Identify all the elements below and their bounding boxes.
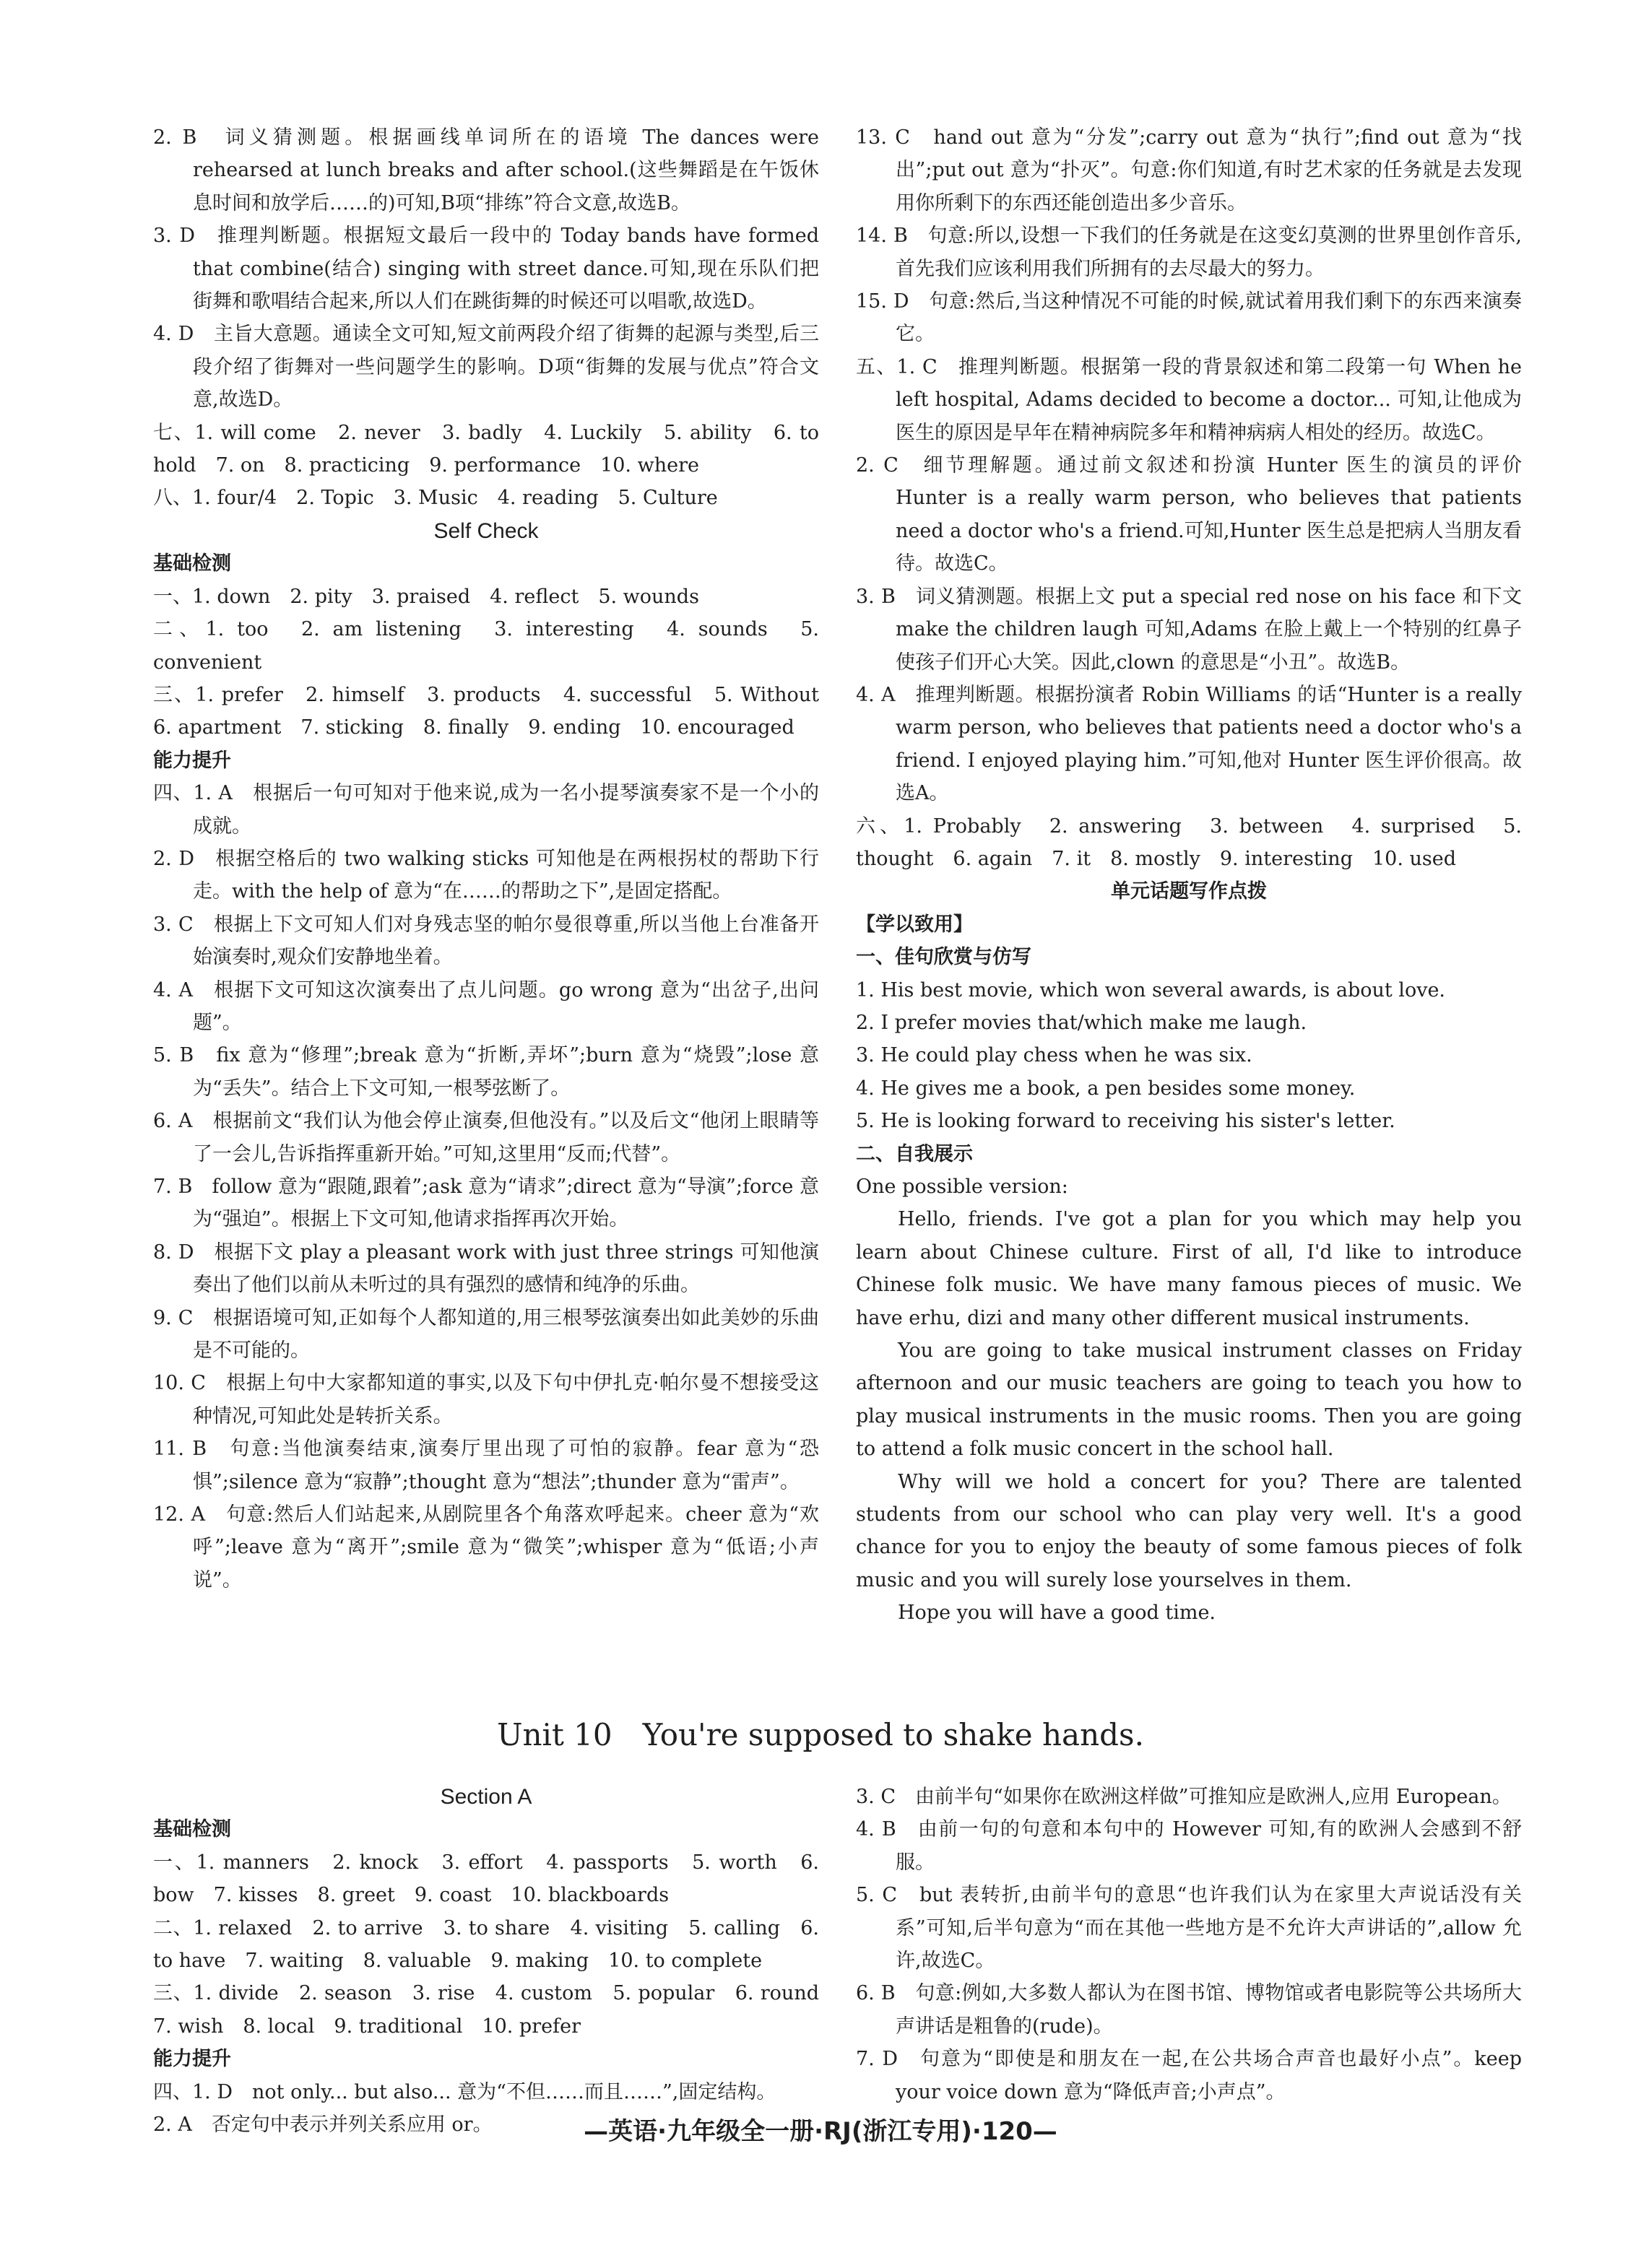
paragraph: 6. A 根据前文“我们认为他会停止演奏,但他没有。”以及后文“他闭上眼睛等了一会儿,告诉指挥重新开始。”可知,这里用“反而;代替”。 <box>153 1110 819 1165</box>
paragraph: 三、1. prefer 2. himself 3. products 4. successful 5. Without 6. apartment 7. sticking 8. finally 9. ending 10. encouraged <box>153 683 839 739</box>
page-footer: —英语·九年级全一册·RJ(浙江专用)·120— <box>584 2117 1057 2146</box>
list-item: 2. I prefer movies that/which make me laugh. <box>856 1011 1307 1034</box>
paragraph: 七、1. will come 2. never 3. badly 4. Luckily 5. ability 6. to hold 7. on 8. practicing 9. performance 10. where <box>153 421 819 477</box>
paragraph: 五、1. C 推理判断题。根据第一段的背景叙述和第二段第一句 When he left hospital, Adams decided to become a doctor... 可知,让他成为医生的原因是早年在精神病院多年和精神病病人相处的经历。故选C。 <box>856 355 1522 444</box>
paragraph: 2. D 根据空格后的 two walking sticks 可知他是在两根拐杖的帮助下行走。with the help of 意为“在……的帮助之下”,是固定搭配。 <box>153 847 819 903</box>
paragraph: 15. D 句意:然后,当这种情况不可能的时候,就试着用我们剩下的东西来演奏它。 <box>856 290 1522 346</box>
basic-check-label: 基础检测 <box>153 552 231 575</box>
writing-section-title: 单元话题写作点拨 <box>1111 880 1267 903</box>
paragraph: 7. D 句意为“即使是和朋友在一起,在公共场合声音也最好小点”。keep your voice down 意为“降低声音;小声点”。 <box>856 2048 1522 2103</box>
unit-title: Unit 10 You're supposed to shake hands. <box>497 1717 1144 1752</box>
sentence-appreciation-label: 一、佳句欣赏与仿写 <box>856 946 1031 969</box>
paragraph: 二、1. relaxed 2. to arrive 3. to share 4. visiting 5. calling 6. to have 7. waiting 8. valuable 9. making 10. to complete <box>153 1916 819 1973</box>
paragraph: 11. B 句意:当他演奏结束,演奏厅里出现了可怕的寂静。fear 意为“恐惧”;silence 意为“寂静”;thought 意为“想法”;thunder 意为“雷声”。 <box>153 1438 819 1493</box>
paragraph: 12. A 句意:然后人们站起来,从剧院里各个角落欢呼起来。cheer 意为“欢呼”;leave 意为“离开”;smile 意为“微笑”;whisper 意为“低语;小声说”。 <box>153 1503 819 1591</box>
paragraph: 8. D 根据下文 play a pleasant work with just three strings 可知他演奏出了他们以前从未听过的具有强烈的感情和纯净的乐曲。 <box>153 1241 819 1297</box>
essay-paragraph: You are going to take musical instrument classes on Friday afternoon and our music teachers are going to teach you how to play musical instruments in the music rooms. Then you are going to attend a folk music concert in the school hall. <box>856 1339 1522 1461</box>
basic-check-label: 基础检测 <box>153 1818 231 1841</box>
paragraph: 2. A 否定句中表示并列关系应用 or。 <box>153 2113 493 2137</box>
self-check-title: Self Check <box>433 518 539 543</box>
paragraph: 14. B 句意:所以,设想一下我们的任务就是在这变幻莫测的世界里创作音乐,首先我们应该利用我们所拥有的去尽最大的努力。 <box>856 225 1522 280</box>
paragraph: 13. C hand out 意为“分发”;carry out 意为“执行”;find out 意为“找出”;put out 意为“扑灭”。句意:你们知道,有时艺术家的任务就是去发现用你所剩下的东西还能创造出多少音乐。 <box>856 126 1522 214</box>
paragraph: 3. C 根据上下文可知人们对身残志坚的帕尔曼很尊重,所以当他上台准备开始演奏时,观众们安静地坐着。 <box>153 913 819 969</box>
right-column-top <box>856 121 1522 1630</box>
essay-paragraph: Why will we hold a concert for you? There are talented students from our school who can play very well. It's a good chance for you to enjoy the beauty of some famous pieces of folk music and you will surely lose yourselves in them. <box>856 1470 1522 1591</box>
ability-label: 能力提升 <box>153 2048 231 2071</box>
ability-label: 能力提升 <box>153 749 231 772</box>
paragraph: 4. A 根据下文可知这次演奏出了点儿问题。go wrong 意为“出岔子,出问题”。 <box>153 978 819 1034</box>
paragraph: 3. C 由前半句“如果你在欧洲这样做”可推知应是欧洲人,应用 European。 <box>856 1786 1512 1808</box>
paragraph: 八、1. four/4 2. Topic 3. Music 4. reading 5. Culture <box>153 487 718 510</box>
list-item: 1. His best movie, which won several awards, is about love. <box>856 978 1446 1002</box>
paragraph: 3. B 词义猜测题。根据上文 put a special red nose on his face 和下文 make the children laugh 可知,Adams 在脸上戴上一个特别的红鼻子使孩子们开心大笑。因此,clown 的意思是“小丑”。故选B。 <box>856 585 1522 674</box>
list-item: 4. He gives me a book, a pen besides some money. <box>856 1077 1356 1100</box>
paragraph: 3. D 推理判断题。根据短文最后一段中的 Today bands have formed that combine(结合) singing with street dance.可知,现在乐队们把街舞和歌唱结合起来,所以人们在跳街舞的时候还可以唱歌,故选D。 <box>153 225 819 313</box>
paragraph: 四、1. A 根据后一句可知对于他来说,成为一名小提琴演奏家不是一个小的成就。 <box>153 782 819 838</box>
paragraph: 6. B 句意:例如,大多数人都认为在图书馆、博物馆或者电影院等公共场所大声讲话是粗鲁的(rude)。 <box>856 1982 1522 2038</box>
right-column-bottom <box>856 1781 1522 2108</box>
left-column-bottom <box>153 1781 839 2141</box>
paragraph: 二、1. too 2. am listening 3. interesting 4. sounds 5. convenient <box>153 618 819 674</box>
section-title: Section A <box>440 1785 532 1809</box>
paragraph: 一、1. down 2. pity 3. praised 4. reflect 5. wounds <box>153 585 699 608</box>
essay-paragraph: Hello, friends. I've got a plan for you which may help you learn about Chinese culture. First of all, I'd like to introduce Chinese folk music. We have many famous pieces of music. We have erhu, dizi and many other different musical instruments. <box>856 1208 1522 1329</box>
paragraph: 2. C 细节理解题。通过前文叙述和扮演 Hunter 医生的演员的评价 Hunter is a really warm person, who believes that patients need a doctor who's a friend.可知,Hunter 医生总是把病人当朋友看待。故选C。 <box>856 454 1522 575</box>
paragraph: 7. B follow 意为“跟随,跟着”;ask 意为“请求”;direct 意为“导演”;force 意为“强迫”。根据上下文可知,他请求指挥再次开始。 <box>153 1176 819 1231</box>
paragraph: 10. C 根据上句中大家都知道的事实,以及下句中伊扎克·帕尔曼不想接受这种情况,可知此处是转折关系。 <box>153 1372 819 1428</box>
list-item: 3. He could play chess when he was six. <box>856 1044 1252 1067</box>
paragraph: 4. A 推理判断题。根据扮演者 Robin Williams 的话“Hunter is a really warm person, who believes that patients need a doctor who's a friend. I enjoyed playing him.”可知,他对 Hunter 医生评价很高。故选A。 <box>856 683 1522 805</box>
essay-paragraph: Hope you will have a good time. <box>898 1602 1216 1625</box>
paragraph: 六、1. Probably 2. answering 3. between 4. surprised 5. thought 6. again 7. it 8. mostly 9. interesting 10. used <box>856 814 1522 870</box>
version-label: One possible version: <box>856 1176 1068 1198</box>
self-display-label: 二、自我展示 <box>856 1142 973 1165</box>
paragraph: 4. D 主旨大意题。通读全文可知,短文前两段介绍了街舞的起源与类型,后三段介绍了街舞对一些问题学生的影响。D项“街舞的发展与优点”符合文意,故选D。 <box>153 323 819 412</box>
paragraph: 9. C 根据语境可知,正如每个人都知道的,用三根琴弦演奏出如此美妙的乐曲是不可能的。 <box>153 1306 819 1363</box>
apply-label: 【学以致用】 <box>856 913 973 936</box>
paragraph: 一、1. manners 2. knock 3. effort 4. passports 5. worth 6. bow 7. kisses 8. greet 9. coast 10. blackboards <box>153 1851 819 1907</box>
paragraph: 三、1. divide 2. season 3. rise 4. custom 5. popular 6. round 7. wish 8. local 9. traditional 10. prefer <box>153 1982 839 2038</box>
paragraph: 四、1. D not only... but also... 意为“不但……而且……”,固定结构。 <box>153 2080 776 2103</box>
paragraph: 2. B 词义猜测题。根据画线单词所在的语境 The dances were rehearsed at lunch breaks and after school.(这些舞蹈是在午饭休息时间和放学后……的)可知,B项“排练”符合文意,故选B。 <box>153 126 819 214</box>
paragraph: 5. C but 表转折,由前半句的意思“也许我们认为在家里大声说话没有关系”可知,后半句意为“而在其他一些地方是不允许大声讲话的”,allow 允许,故选C。 <box>856 1884 1522 1973</box>
paragraph: 5. B fix 意为“修理”;break 意为“折断,弄坏”;burn 意为“烧毁”;lose 意为“丢失”。结合上下文可知,一根琴弦断了。 <box>153 1044 819 1100</box>
list-item: 5. He is looking forward to receiving his sister's letter. <box>856 1110 1395 1133</box>
left-column-top <box>153 121 839 1596</box>
paragraph: 4. B 由前一句的句意和本句中的 However 可知,有的欧洲人会感到不舒服。 <box>856 1818 1522 1874</box>
